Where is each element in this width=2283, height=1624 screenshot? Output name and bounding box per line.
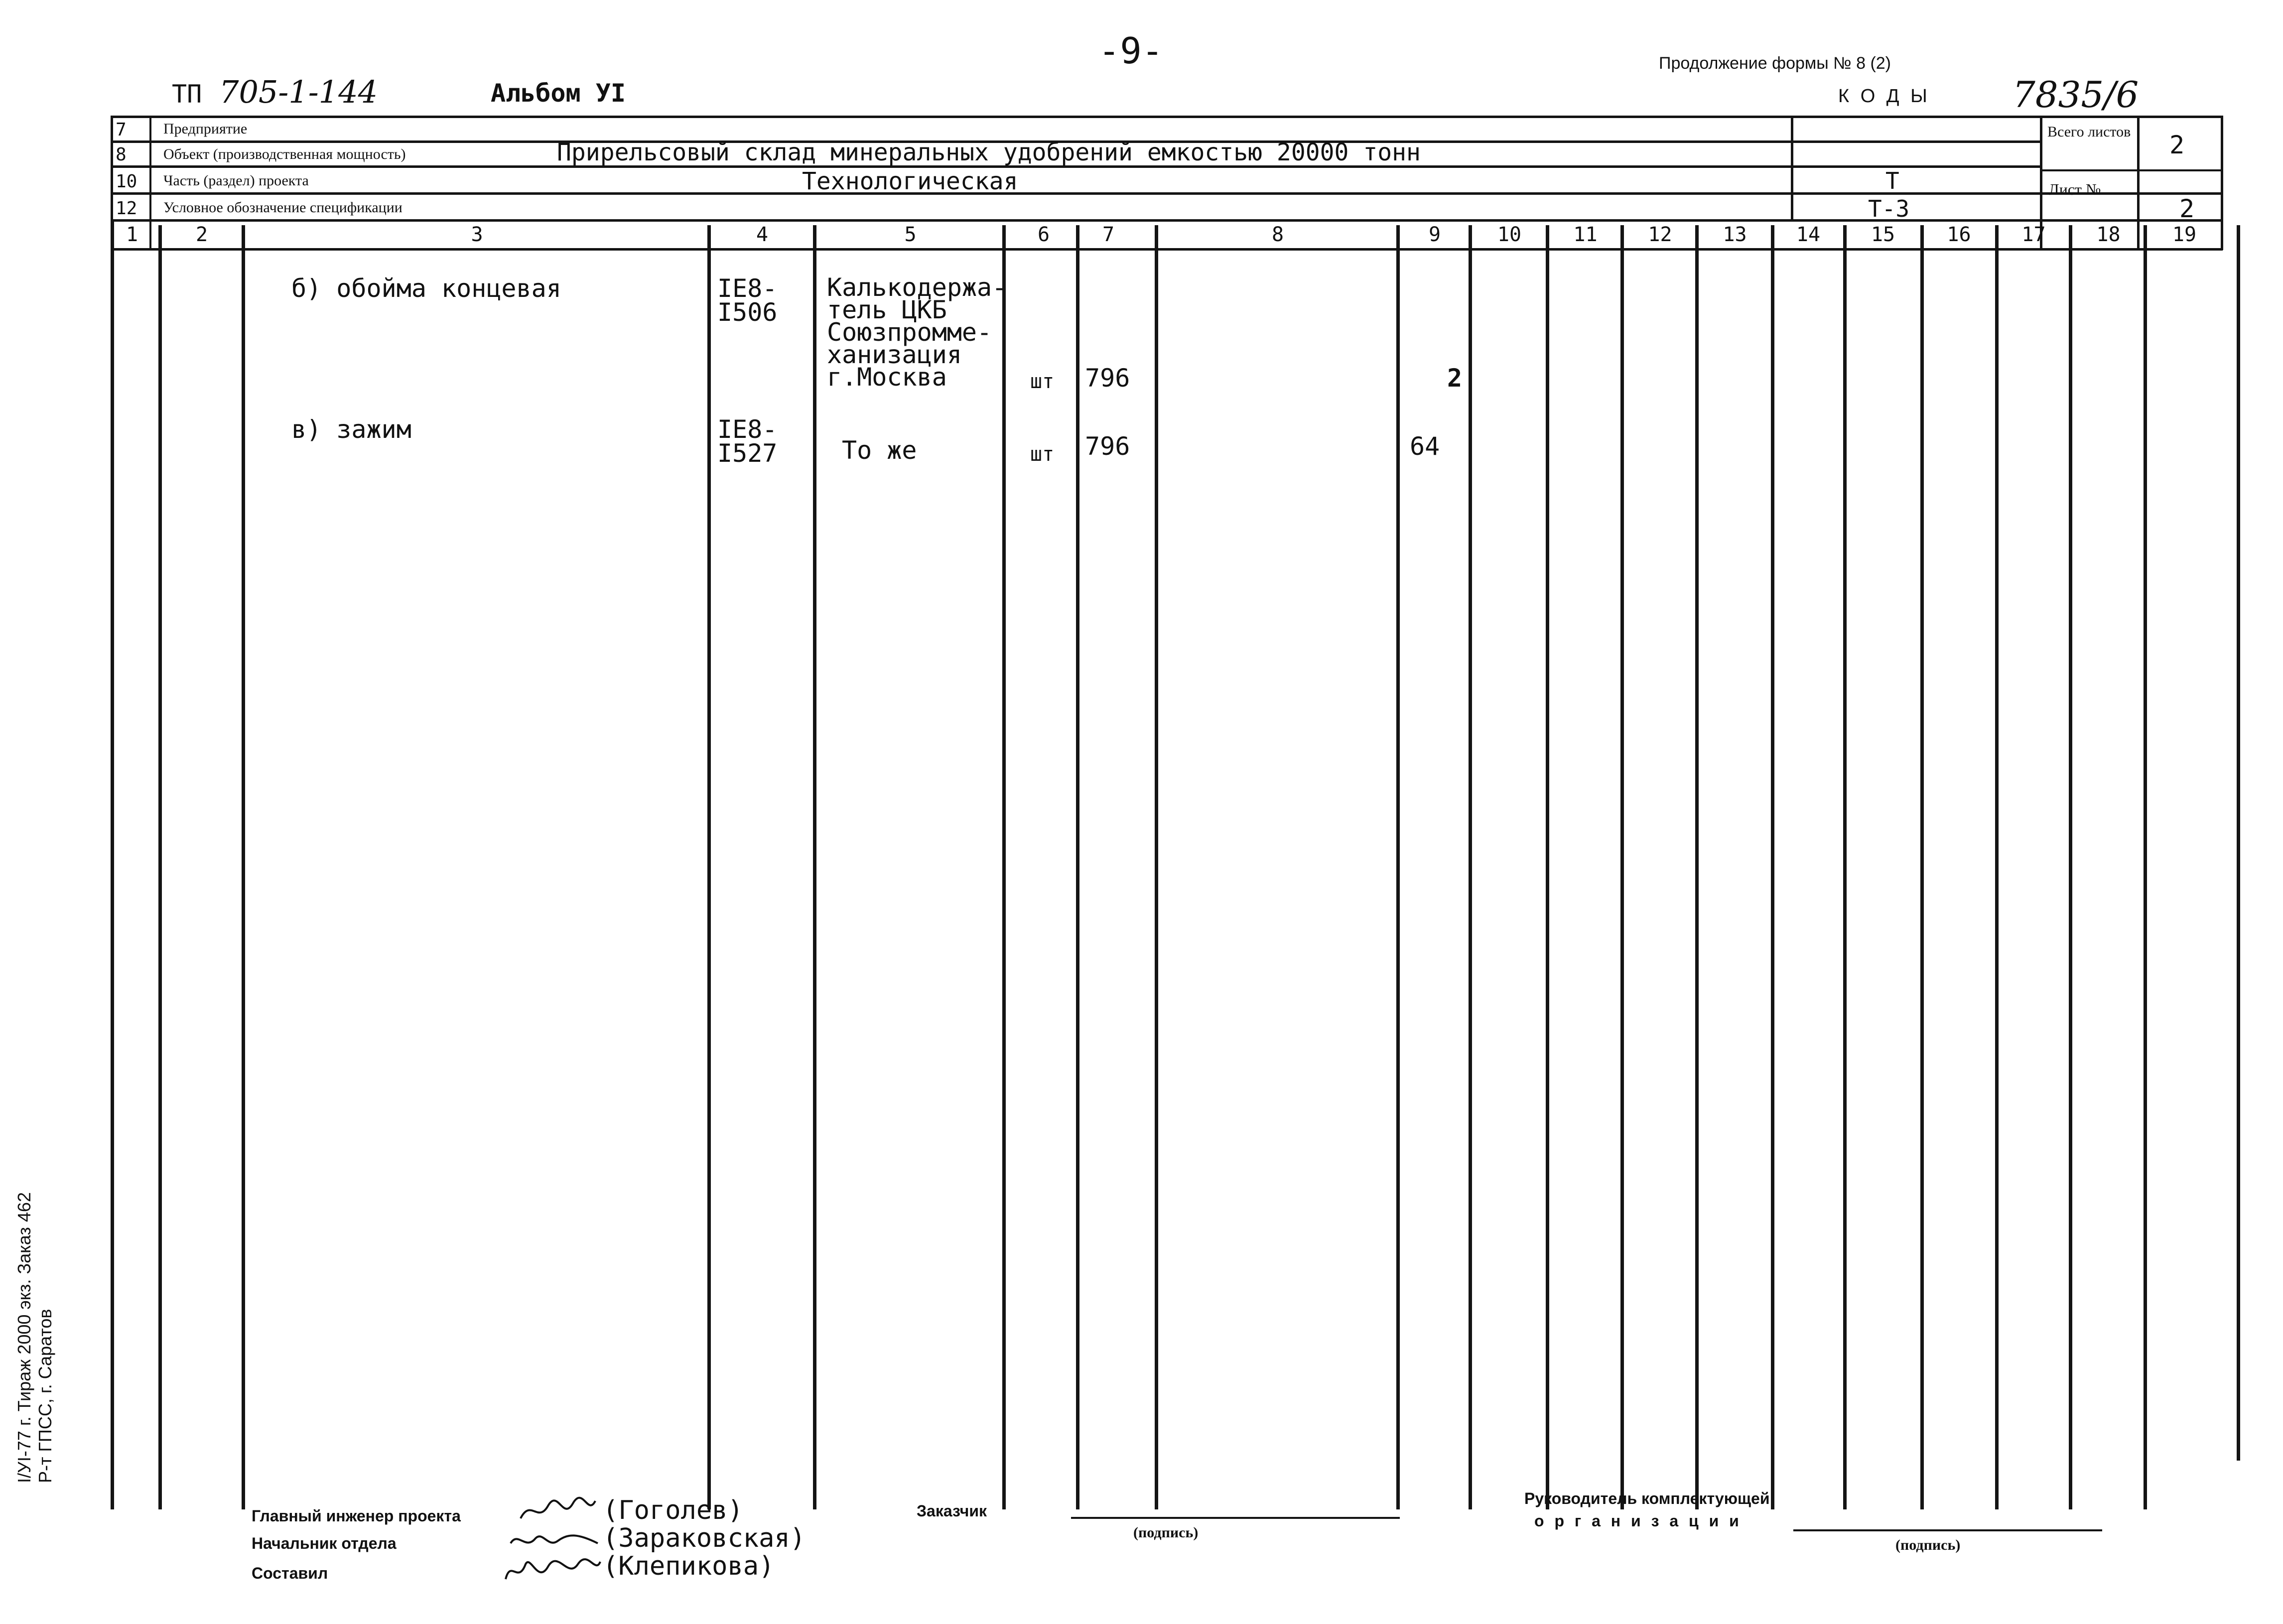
col-19: 19 <box>2172 223 2197 246</box>
total-sheets-value: 2 <box>2169 131 2185 159</box>
dept-head-name: (Зараковская) <box>603 1523 806 1553</box>
chief-engineer-label: Главный инженер проекта <box>252 1507 461 1525</box>
item-unit-code: 796 <box>1085 364 1130 393</box>
col-8: 8 <box>1271 223 1284 246</box>
customer-signature-line <box>1071 1517 1400 1519</box>
compiler-name: (Клепикова) <box>603 1551 775 1581</box>
col-15: 15 <box>1871 223 1895 246</box>
col-1: 1 <box>126 223 138 246</box>
item-qty: 2 <box>1447 364 1463 393</box>
item-supplier: Калькодержа- тель ЦКБ Союзпромме- ханизация г.Москва <box>827 273 1007 392</box>
row-label-part: Часть (раздел) проекта <box>163 172 309 189</box>
kit-org-label-2: о р г а н и з а ц и и <box>1534 1512 1742 1530</box>
album-label: Альбом УI <box>491 79 626 108</box>
item-supplier: То же <box>842 436 917 465</box>
sheet-no-label: Лист № <box>2048 180 2101 198</box>
item-unit: шт <box>1030 443 1055 466</box>
item-unit-code: 796 <box>1085 432 1130 461</box>
item-name: б) обойма концевая <box>291 274 561 303</box>
compiler-label: Составил <box>252 1564 328 1582</box>
kit-org-label-1: Руководитель комплектующей <box>1524 1489 1770 1507</box>
row-num-12: 12 <box>116 198 137 219</box>
row-num-10: 10 <box>116 171 137 192</box>
code-spec: Т-3 <box>1868 195 1910 222</box>
col-12: 12 <box>1648 223 1672 246</box>
form-continuation: Продолжение формы № 8 (2) <box>1659 54 1891 73</box>
codes-label: К О Д Ы <box>1838 86 1930 107</box>
row-label-spec: Условное обозначение спецификации <box>163 199 403 216</box>
col-2: 2 <box>195 223 208 246</box>
doc-code: 7835/6 <box>2013 74 2139 116</box>
signature-caption-2: (подпись) <box>1895 1537 1961 1553</box>
col-4: 4 <box>756 223 769 246</box>
col-13: 13 <box>1723 223 1747 246</box>
item-code: IЕ8- I527 <box>717 415 778 468</box>
col-18: 18 <box>2096 223 2121 246</box>
dept-head-label: Начальник отдела <box>252 1534 397 1552</box>
row-num-7: 7 <box>116 120 127 140</box>
kit-org-signature-line <box>1793 1529 2102 1531</box>
item-qty: 64 <box>1410 432 1440 461</box>
item-unit: шт <box>1030 370 1055 393</box>
print-run-line-2: Р-т ГПСС, г. Саратов <box>35 1309 55 1483</box>
part-value: Технологическая <box>802 167 1018 195</box>
tp-prefix: ТП <box>172 80 202 109</box>
code-part: Т <box>1885 167 1899 194</box>
object-value: Прирельсовый склад минеральных удобрений емкостью 20000 тонн <box>557 138 1421 166</box>
customer-label: Заказчик <box>917 1502 987 1520</box>
col-14: 14 <box>1796 223 1821 246</box>
row-label-enterprise: Предприятие <box>163 121 248 137</box>
col-11: 11 <box>1573 223 1598 246</box>
print-run-line-1: I/УI-77 г. Тираж 2000 экз. Заказ 462 <box>14 1192 34 1483</box>
total-sheets-label: Всего листов <box>2047 124 2131 140</box>
signature-klepikova <box>503 1549 603 1589</box>
page-number: -9- <box>1098 30 1164 72</box>
col-17: 17 <box>2021 223 2046 246</box>
col-5: 5 <box>904 223 917 246</box>
col-10: 10 <box>1497 223 1522 246</box>
row-num-8: 8 <box>116 144 127 165</box>
sheet-no-value: 2 <box>2179 194 2195 223</box>
col-16: 16 <box>1947 223 1971 246</box>
signature-caption-1: (подпись) <box>1133 1524 1199 1541</box>
col-7: 7 <box>1102 223 1115 246</box>
print-run-note <box>14 1192 56 1483</box>
col-9: 9 <box>1428 223 1441 246</box>
tp-number: 705-1-144 <box>219 74 378 110</box>
item-name: в) зажим <box>291 415 411 444</box>
col-3: 3 <box>471 223 483 246</box>
col-6: 6 <box>1037 223 1050 246</box>
item-code: IЕ8- I506 <box>717 274 778 327</box>
row-label-object: Объект (производственная мощность) <box>163 146 406 162</box>
chief-engineer-name: (Гоголев) <box>603 1495 743 1525</box>
